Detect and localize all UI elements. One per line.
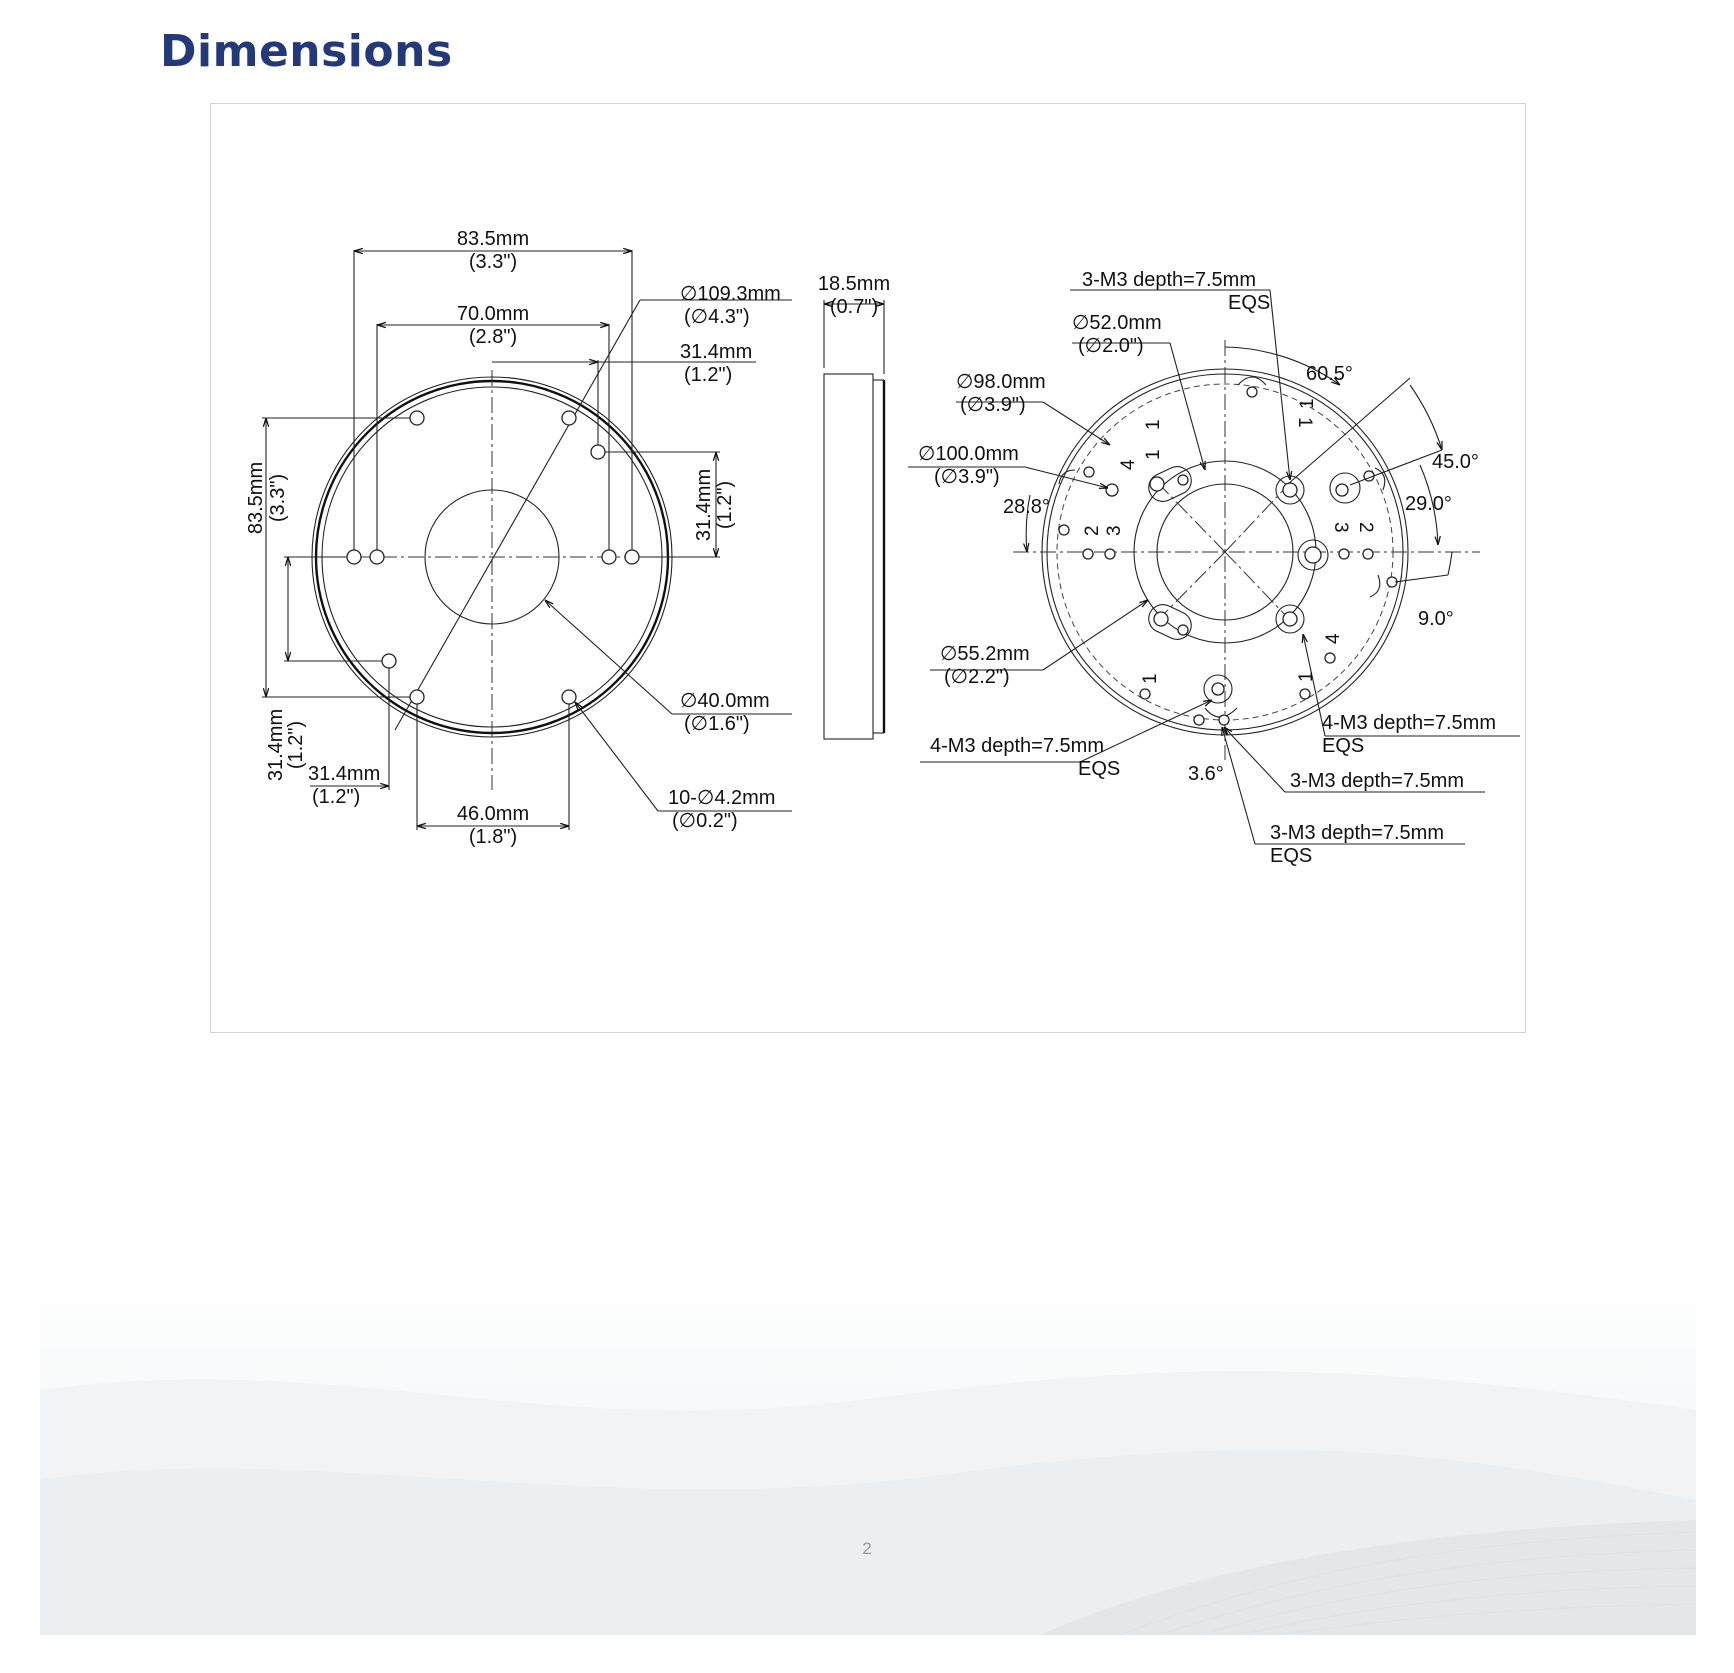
mark-9: 1 <box>1296 671 1317 682</box>
dim-bottom-screw-2-eqs: EQS <box>1270 845 1313 867</box>
front-view <box>245 228 792 848</box>
page-number: 2 <box>862 1539 872 1558</box>
mark-5: 1 <box>1294 417 1315 428</box>
dim-side-height-in: (0.7") <box>829 296 879 318</box>
dim-left-height: 83.5mm <box>245 461 267 535</box>
dim-bottom-left-width: 31.4mm <box>308 763 381 785</box>
dim-d98-in: (∅3.9") <box>960 394 1026 416</box>
dim-top-screw-eqs: EQS <box>1228 292 1271 314</box>
mark-12: 1 <box>1143 449 1164 460</box>
dim-holes-in: (∅0.2") <box>672 810 738 832</box>
mark-1: 1 <box>1143 419 1164 430</box>
mark-11: 1 <box>1297 398 1318 409</box>
dim-right-screw: 4-M3 depth=7.5mm <box>1322 712 1496 734</box>
dim-d52: ∅52.0mm <box>1072 312 1162 334</box>
dim-bottom-left-height-in: (1.2") <box>285 720 307 770</box>
dim-bottom-screw-1: 3-M3 depth=7.5mm <box>1290 770 1464 792</box>
dim-right-offset-in: (1.2") <box>684 364 733 386</box>
dim-bottom-left-height: 31.4mm <box>265 708 287 782</box>
dim-right-height: 31.4mm <box>693 468 715 542</box>
dim-outer-width: 83.5mm <box>456 228 530 250</box>
dim-d100-in: (∅3.9") <box>934 466 1000 488</box>
angle-45: 45.0° <box>1432 451 1479 473</box>
dim-side-height: 18.5mm <box>817 273 891 295</box>
dim-left-screw: 4-M3 depth=7.5mm <box>930 735 1104 757</box>
dim-top-screw: 3-M3 depth=7.5mm <box>1082 269 1256 291</box>
dim-outer-width-in: (3.3") <box>468 251 518 273</box>
dim-d52-in: (∅2.0") <box>1078 335 1144 357</box>
mark-4: 3 <box>1104 525 1125 536</box>
mark-2: 4 <box>1118 459 1139 470</box>
dim-left-screw-eqs: EQS <box>1078 758 1121 780</box>
dim-right-height-in: (1.2") <box>714 480 736 530</box>
side-view <box>818 273 890 739</box>
angle-29: 29.0° <box>1405 493 1452 515</box>
dim-bottom-width: 46.0mm <box>456 803 530 825</box>
angle-9: 9.0° <box>1418 608 1454 630</box>
dim-d55-in: (∅2.2") <box>944 666 1010 688</box>
mark-3: 2 <box>1082 525 1103 536</box>
dim-center-hole: ∅40.0mm <box>680 690 770 712</box>
mark-6: 1 <box>1140 673 1161 684</box>
dim-center-hole-in: (∅1.6") <box>684 713 750 735</box>
dim-right-offset: 31.4mm <box>680 341 753 363</box>
dim-inner-width: 70.0mm <box>456 303 530 325</box>
mark-8: 2 <box>1355 522 1376 533</box>
dim-inner-width-in: (2.8") <box>468 326 518 348</box>
mark-7: 3 <box>1330 522 1351 533</box>
dim-bottom-left-width-in: (1.2") <box>312 786 361 808</box>
dim-d98: ∅98.0mm <box>956 371 1046 393</box>
dim-outer-diameter-in: (∅4.3") <box>684 306 750 328</box>
mark-10: 4 <box>1323 633 1344 644</box>
dim-bottom-screw-2: 3-M3 depth=7.5mm <box>1270 822 1444 844</box>
page-title: Dimensions <box>160 26 453 77</box>
angle-28: 28.8° <box>1003 496 1050 518</box>
back-view <box>908 269 1520 867</box>
dim-d55: ∅55.2mm <box>940 643 1030 665</box>
dim-outer-diameter: ∅109.3mm <box>680 283 781 305</box>
dim-holes: 10-∅4.2mm <box>668 787 776 809</box>
dim-right-screw-eqs: EQS <box>1322 735 1365 757</box>
angle-60: 60.5° <box>1306 363 1353 385</box>
angle-3: 3.6° <box>1188 763 1224 785</box>
dim-bottom-width-in: (1.8") <box>468 826 518 848</box>
dim-d100: ∅100.0mm <box>918 443 1019 465</box>
dim-left-height-in: (3.3") <box>267 473 289 523</box>
